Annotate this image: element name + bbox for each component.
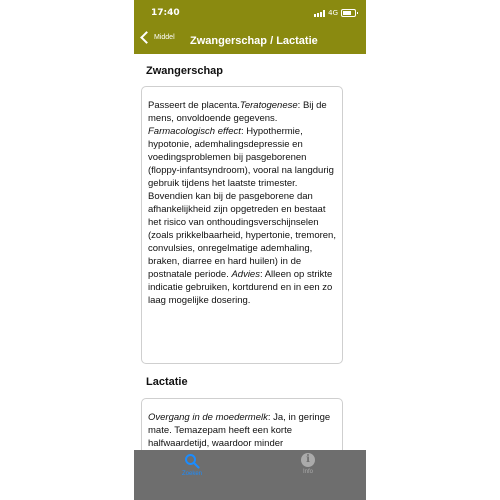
pregnancy-text-4: : Alleen op strikte indicatie gebruiken, kortdurend en in een zo laag mogelijke dosering. xyxy=(148,269,333,306)
status-bar xyxy=(134,0,366,28)
pregnancy-card xyxy=(141,86,343,364)
info-icon: i xyxy=(301,453,315,467)
status-time: 17:40 xyxy=(151,8,180,18)
pregnancy-term-teratogenese: Teratogenese xyxy=(239,100,298,111)
page-title: Zwangerschap / Lactatie xyxy=(190,35,318,47)
tab-search-label: Zoeken xyxy=(181,471,202,477)
chevron-left-icon xyxy=(140,31,153,44)
section-heading-lactation: Lactatie xyxy=(146,376,188,388)
pregnancy-text-1: Passeert de placenta. xyxy=(148,100,240,111)
tab-info-label: Info xyxy=(302,469,313,475)
search-icon xyxy=(184,453,200,469)
lactation-term-overgang: Overgang in de moedermelk xyxy=(148,412,268,423)
tab-info[interactable] xyxy=(278,453,338,475)
back-label: Middel xyxy=(154,34,175,41)
content-scroll-area[interactable] xyxy=(134,54,366,450)
network-label: 4G xyxy=(328,9,338,17)
phone-screen xyxy=(134,0,366,500)
pregnancy-text-2: : Bij de mens, onvoldoende gegevens. xyxy=(148,100,327,124)
signal-icon xyxy=(314,10,325,17)
pregnancy-term-farmacologisch: Farmacologisch effect xyxy=(148,126,241,137)
battery-icon xyxy=(341,9,356,17)
section-heading-pregnancy: Zwangerschap xyxy=(146,65,224,77)
status-indicators xyxy=(314,9,356,17)
lactation-card xyxy=(141,398,343,450)
lactation-text-1: : Ja, in geringe mate. Temazepam heeft een korte halfwaardetijd, waardoor minder xyxy=(148,412,331,449)
tab-bar xyxy=(134,450,366,500)
navigation-bar xyxy=(134,28,366,54)
pregnancy-text-3: : Hypothermie, hypotonie, ademhalingsdepressie en voedingsproblemen bij pasgeborenen (floppy-infantsyndroom), vooral na langdurig gebruik tijdens het laatste trimester. Bovendien kan bij de pasgeborene dan afhankelijkheid zijn opgetreden en bestaat het risico van onthoudingsverschijnselen (zoals prikkelbaarheid, hypertonie, tremoren, convulsies, onregelmatige ademhaling, braken, diarree en hard huilen) in de postnatale periode. xyxy=(148,126,336,280)
tab-search[interactable] xyxy=(162,453,222,477)
pregnancy-term-advies: Advies xyxy=(231,269,260,280)
back-button[interactable] xyxy=(139,33,175,42)
